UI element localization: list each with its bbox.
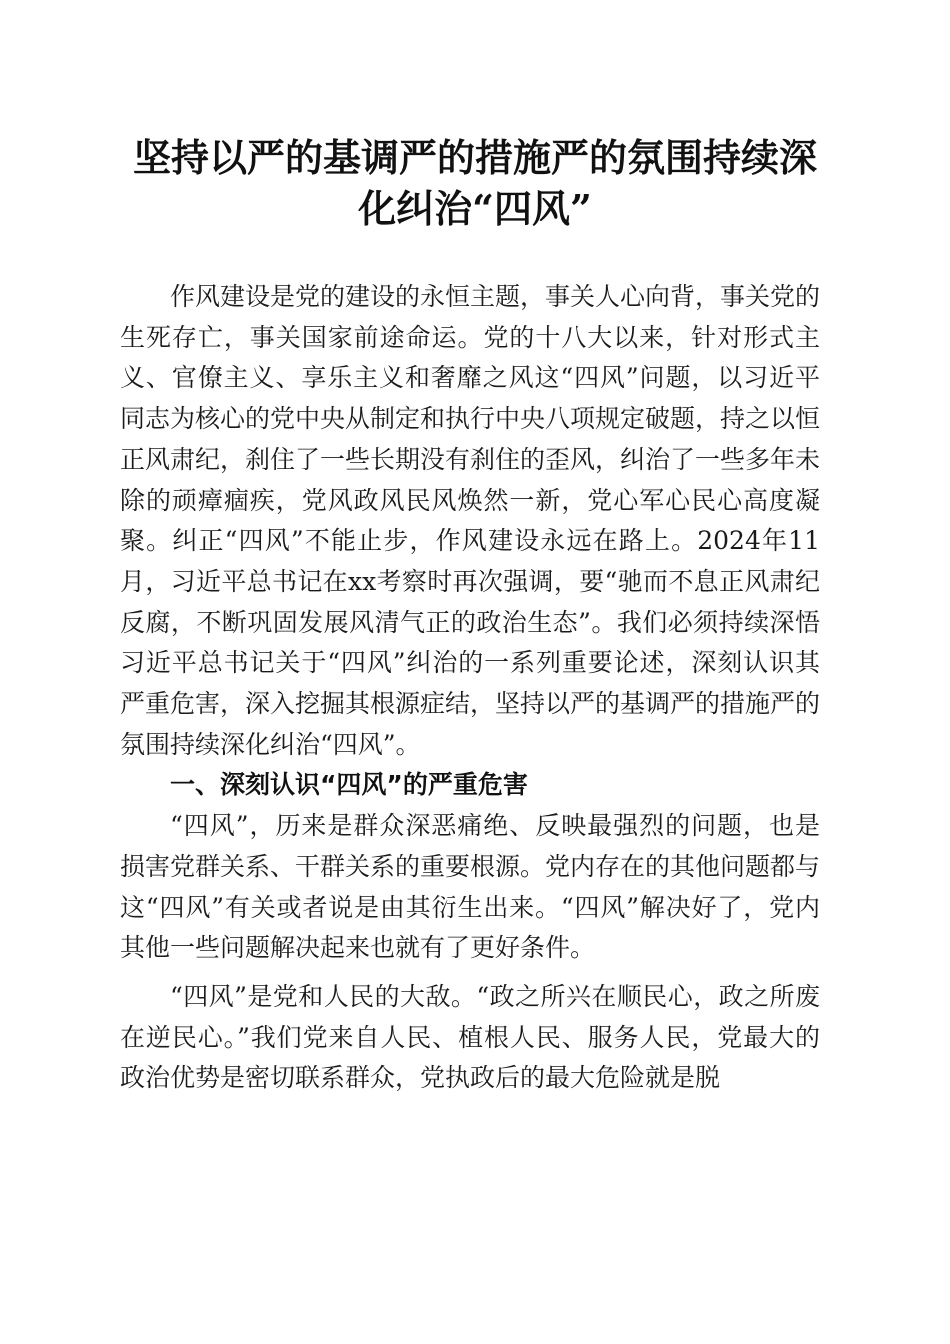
section-1-paragraph-1: “四风”，历来是群众深恶痛绝、反映最强烈的问题，也是损害党群关系、干群关系的重要根源。党内存在的其他问题都与这“四风”有关或者说是由其衍生出来。“四风”解决好了，党内其他一些问题解决起来也就有了更好条件。 xyxy=(120,811,821,963)
intro-paragraph: 作风建设是党的建设的永恒主题，事关人心向背，事关党的生死存亡，事关国家前途命运。党的十八大以来，针对形式主义、官僚主义、享乐主义和奢靡之风这“四风”问题，以习近平同志为核心的党中央从制定和执行中央八项规定破题，持之以恒正风肃纪，刹住了一些长期没有刹住的歪风，纠治了一些多年未除的顽瘴痼疾，党风政风民风焕然一新，党心军心民心高度凝聚。纠正“四风”不能止步，作风建设永远在路上。2024年11月，习近平总书记在xx考察时再次强调，要“驰而不息正风肃纪反腐，不断巩固发展风清气正的政治生态”。我们必须持续深悟习近平总书记关于“四风”纠治的一系列重要论述，深刻认识其严重危害，深入挖掘其根源症结，坚持以严的基调严的措施严的氛围持续深化纠治“四风”。 xyxy=(120,282,821,759)
section-1-paragraph-2: “四风”是党和人民的大敌。“政之所兴在顺民心，政之所废在逆民心。”我们党来自人民、植根人民、服务人民，党最大的政治优势是密切联系群众，党执政后的最大危险就是脱 xyxy=(120,981,820,1093)
paragraph-gap xyxy=(120,969,820,977)
section-heading-1: 一、深刻认识“四风”的严重危害 xyxy=(170,770,528,800)
document-body xyxy=(120,277,820,1099)
document-title: 坚持以严的基调严的措施严的氛围持续深化纠治“四风” xyxy=(132,135,817,231)
